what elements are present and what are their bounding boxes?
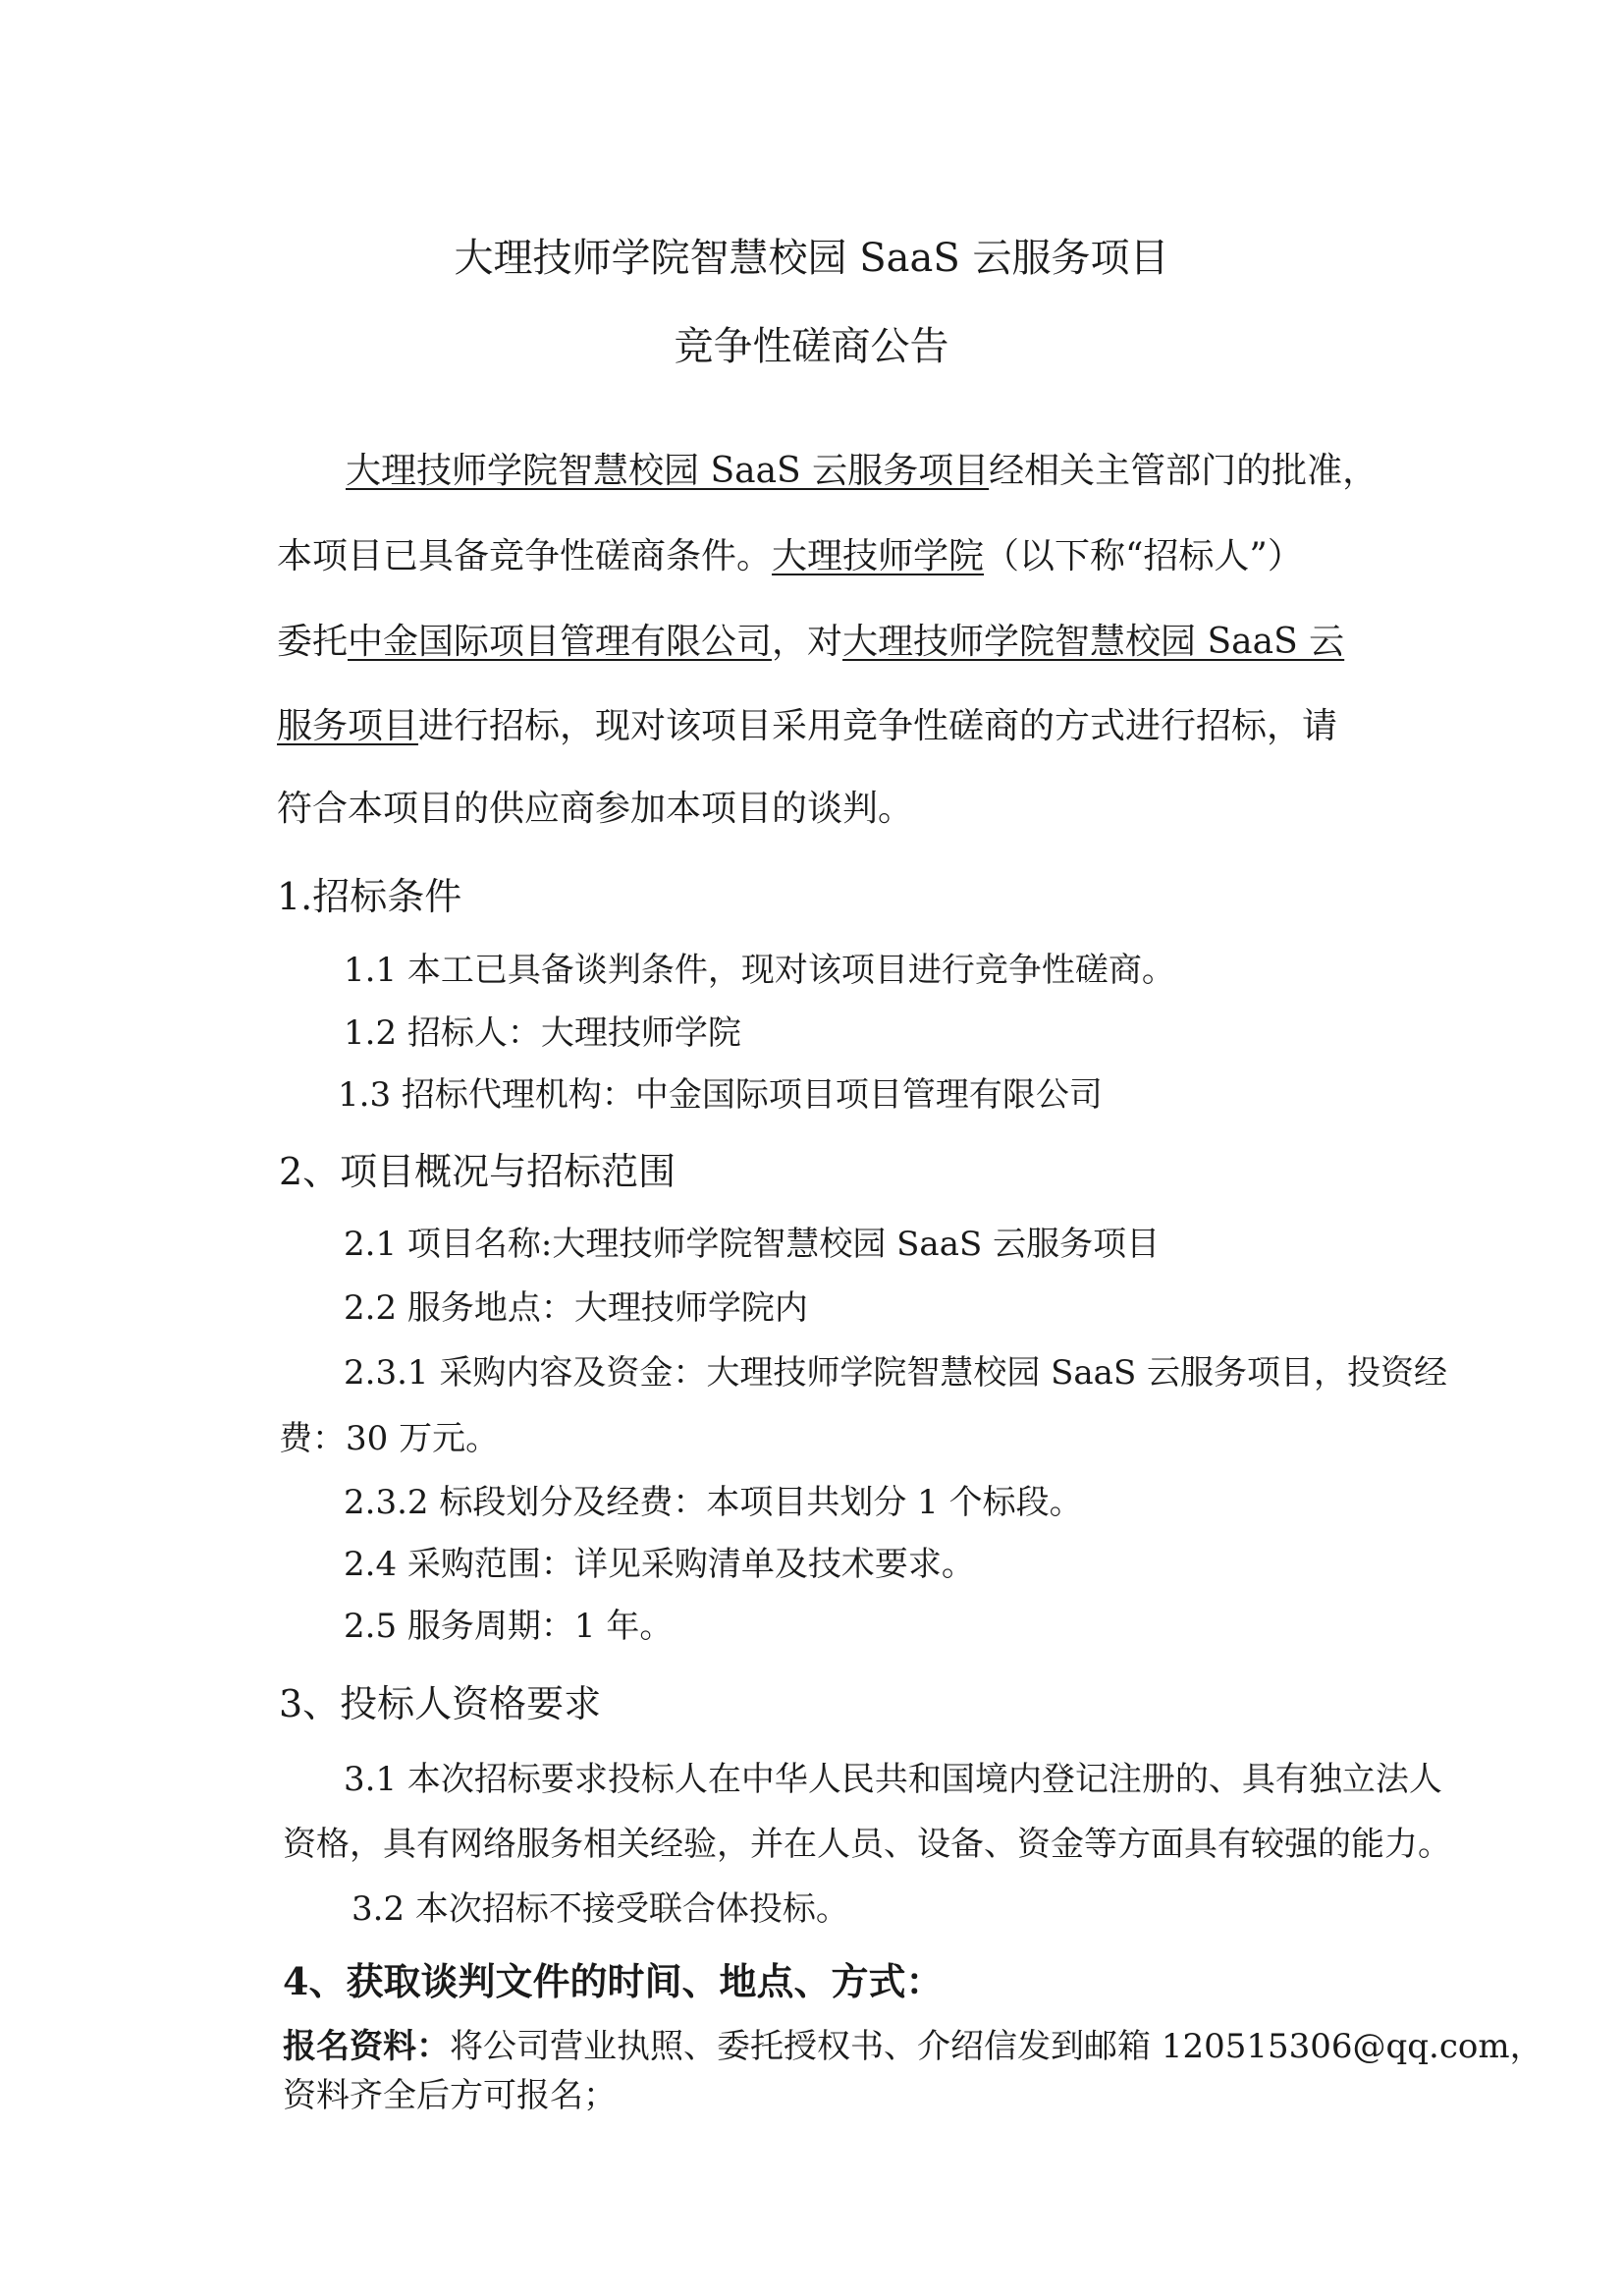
section-4-line-2: 资料齐全后方可报名；	[283, 2076, 617, 2115]
section-3-heading: 3、投标人资格要求	[279, 1682, 602, 1725]
intro-line-4: 服务项目进行招标，现对该项目采用竞争性磋商的方式进行招标，请	[277, 706, 1338, 746]
document-title: 大理技师学院智慧校园 SaaS 云服务项目	[454, 236, 1169, 281]
section-2-item-2: 2.2 服务地点：大理技师学院内	[344, 1288, 808, 1328]
agent-name: 中金国际项目管理有限公司	[348, 622, 773, 662]
section-2-item-5: 2.4 采购范围：详见采购清单及技术要求。	[344, 1545, 975, 1584]
section-2-heading: 2、项目概况与招标范围	[279, 1150, 676, 1193]
section-3-item-1-cont: 资格，具有网络服务相关经验，并在人员、设备、资金等方面具有较强的能力。	[283, 1825, 1451, 1864]
intro-line-2: 本项目已具备竞争性磋商条件。大理技师学院（以下称“招标人”）	[277, 536, 1303, 576]
section-2-item-4: 2.3.2 标段划分及经费：本项目共划分 1 个标段。	[344, 1483, 1083, 1522]
document-subtitle: 竞争性磋商公告	[674, 324, 949, 369]
section-2-item-1: 2.1 项目名称:大理技师学院智慧校园 SaaS 云服务项目	[344, 1225, 1161, 1264]
intro-line-5: 符合本项目的供应商参加本项目的谈判。	[277, 789, 914, 829]
section-2-item-3-cont: 费：30 万元。	[279, 1419, 500, 1458]
section-1-item-2: 1.2 招标人：大理技师学院	[344, 1013, 741, 1053]
project-name-2-cont: 服务项目	[277, 706, 419, 746]
section-4-line-1: 报名资料：将公司营业执照、委托授权书、介绍信发到邮箱 120515306@qq.com，	[283, 2027, 1543, 2066]
intro-line-3: 委托中金国际项目管理有限公司，对大理技师学院智慧校园 SaaS 云	[277, 622, 1345, 662]
section-3-item-2: 3.2 本次招标不接受联合体投标。	[352, 1889, 849, 1929]
section-4-heading: 4、获取谈判文件的时间、地点、方式：	[283, 1959, 944, 2003]
section-2-item-3: 2.3.1 采购内容及资金：大理技师学院智慧校园 SaaS 云服务项目，投资经	[344, 1353, 1448, 1393]
section-1-item-1: 1.1 本工已具备谈判条件，现对该项目进行竞争性磋商。	[344, 951, 1175, 990]
section-3-item-1: 3.1 本次招标要求投标人在中华人民共和国境内登记注册的、具有独立法人	[344, 1760, 1442, 1799]
intro-line-1: 大理技师学院智慧校园 SaaS 云服务项目经相关主管部门的批准，	[346, 451, 1379, 491]
project-name-link: 大理技师学院智慧校园 SaaS 云服务项目	[346, 451, 990, 491]
registration-label: 报名资料：	[283, 2027, 450, 2066]
client-name: 大理技师学院	[772, 536, 985, 576]
section-1-item-3: 1.3 招标代理机构：中金国际项目项目管理有限公司	[338, 1075, 1103, 1115]
section-2-item-6: 2.5 服务周期：1 年。	[344, 1607, 674, 1646]
project-name-2: 大理技师学院智慧校园 SaaS 云	[842, 622, 1345, 662]
section-1-heading: 1.招标条件	[277, 875, 462, 918]
